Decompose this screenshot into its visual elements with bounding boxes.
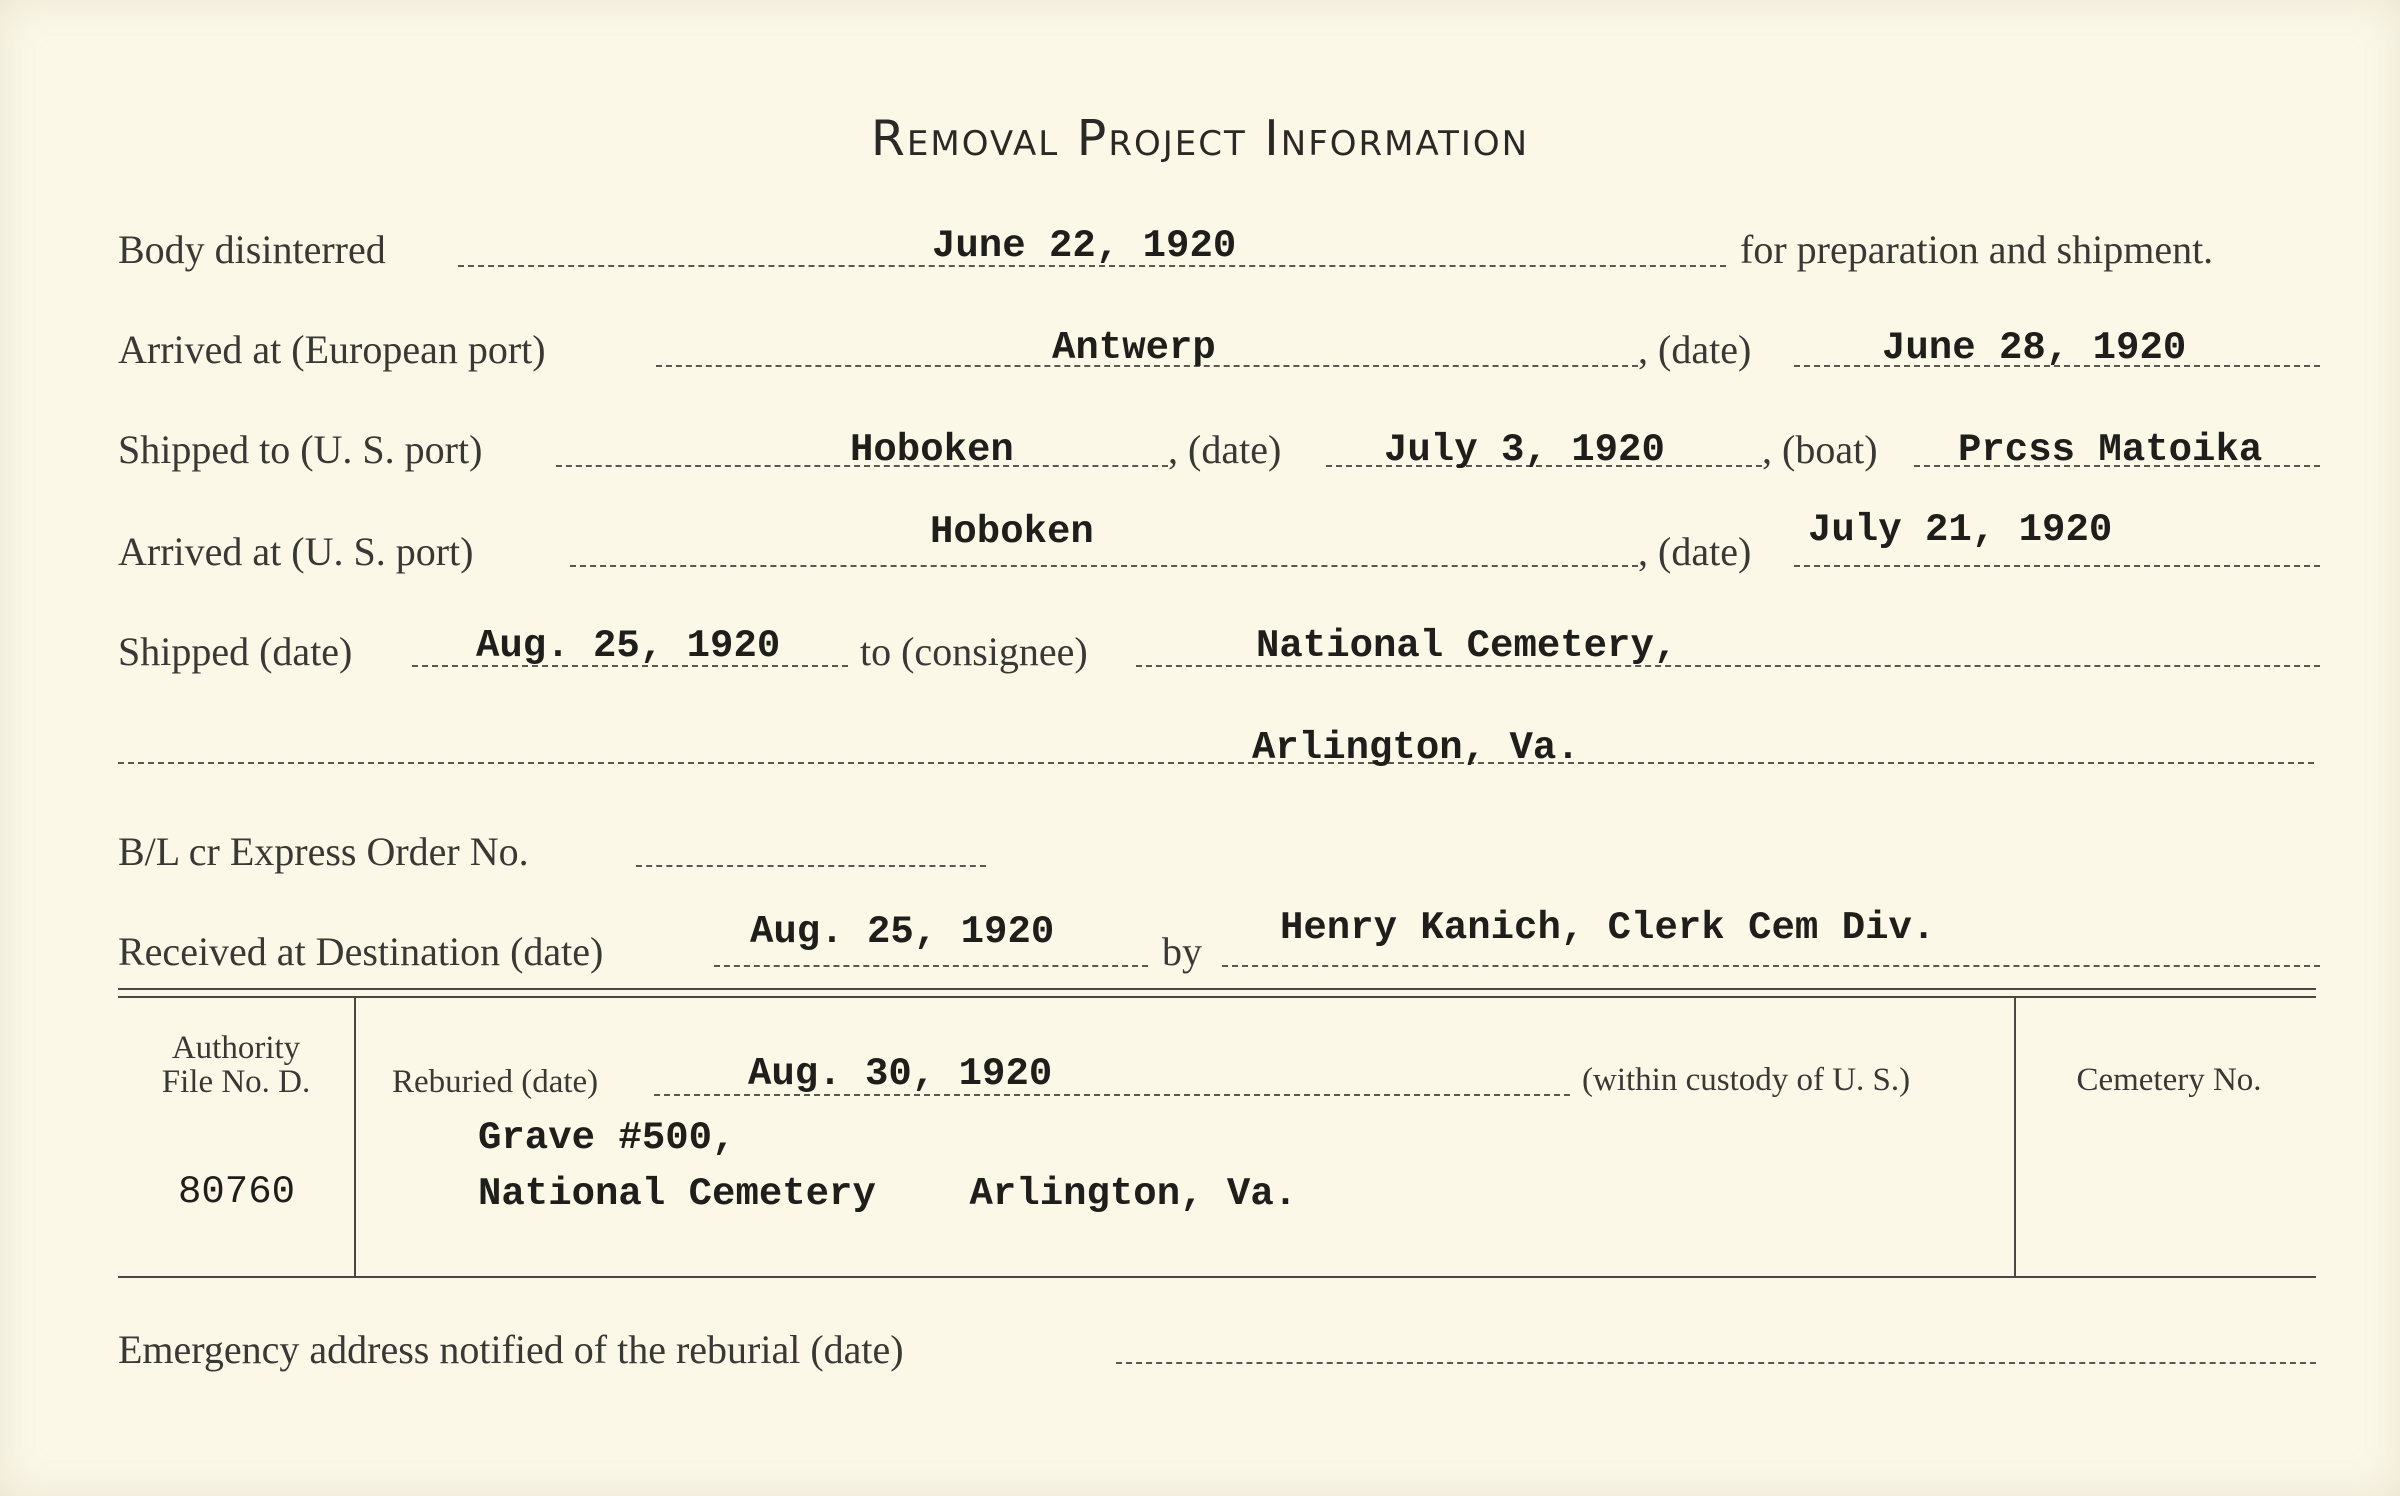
- consignee-line2: Arlington, Va.: [1252, 726, 1580, 770]
- emergency-label: Emergency address notified of the reburial (date): [118, 1327, 904, 1372]
- authority-label-2: File No. D.: [161, 1064, 311, 1100]
- grave-line1: Grave #500,: [478, 1116, 736, 1160]
- arrived-us-value: Hoboken: [930, 510, 1094, 554]
- arrived-european-value: Antwerp: [1052, 326, 1216, 370]
- shipped-us-boat-label: , (boat): [1762, 427, 1878, 472]
- received-by-line: [1222, 965, 2320, 967]
- arrived-us-date-label: , (date): [1638, 529, 1752, 574]
- bl-order-label: B/L cr Express Order No.: [118, 829, 529, 874]
- received-date-value: Aug. 25, 1920: [750, 910, 1055, 954]
- box-top-rule-1: [118, 988, 2316, 990]
- received-by-label: by: [1162, 929, 1202, 974]
- consignee-label: to (consignee): [860, 629, 1088, 674]
- shipped-us-date-value: July 3, 1920: [1384, 428, 1665, 472]
- received-date-line: [714, 965, 1148, 967]
- shipped-us-date-label: , (date): [1168, 427, 1282, 472]
- card-title: Removal Project Information: [870, 110, 1530, 167]
- arrived-us-label: Arrived at (U. S. port): [118, 529, 474, 574]
- box-bottom-rule: [118, 1276, 2316, 1278]
- received-label: Received at Destination (date): [118, 929, 604, 974]
- box-divider-left: [354, 998, 356, 1276]
- consignee-line1: National Cemetery,: [1256, 624, 1678, 668]
- arrived-us-date-line: [1794, 565, 2320, 567]
- shipped-us-label: Shipped to (U. S. port): [118, 427, 483, 472]
- arrived-european-label: Arrived at (European port): [118, 327, 546, 372]
- arrived-us-date-value: July 21, 1920: [1808, 508, 2113, 552]
- arrived-us-line: [570, 565, 1638, 567]
- bl-order-line: [636, 865, 986, 867]
- authority-file-number: 80760: [178, 1170, 296, 1214]
- emergency-line: [1116, 1362, 2316, 1364]
- body-disinterred-value: June 22, 1920: [932, 224, 1237, 268]
- shipped-date-label: Shipped (date): [118, 629, 353, 674]
- shipped-us-boat-value: Prcss Matoika: [1958, 428, 2263, 472]
- body-disinterred-label: Body disinterred: [118, 227, 386, 272]
- consignee-continuation-line: [118, 762, 2314, 764]
- body-disinterred-suffix: for preparation and shipment.: [1740, 227, 2214, 272]
- arrived-european-date-value: June 28, 1920: [1882, 326, 2187, 370]
- reburied-label: Reburied (date): [392, 1064, 599, 1100]
- received-by-value: Henry Kanich, Clerk Cem Div.: [1280, 906, 1936, 950]
- cemetery-no-label: Cemetery No.: [2076, 1062, 2262, 1098]
- shipped-us-value: Hoboken: [850, 428, 1014, 472]
- arrived-european-date-label: , (date): [1638, 327, 1752, 372]
- shipped-date-value: Aug. 25, 1920: [476, 624, 781, 668]
- custody-label: (within custody of U. S.): [1582, 1062, 1911, 1098]
- box-top-rule-2: [118, 996, 2316, 998]
- box-divider-right: [2014, 998, 2016, 1276]
- authority-label-1: Authority: [171, 1030, 301, 1066]
- grave-line2: National Cemetery Arlington, Va.: [478, 1172, 1298, 1216]
- reburied-value: Aug. 30, 1920: [748, 1052, 1053, 1096]
